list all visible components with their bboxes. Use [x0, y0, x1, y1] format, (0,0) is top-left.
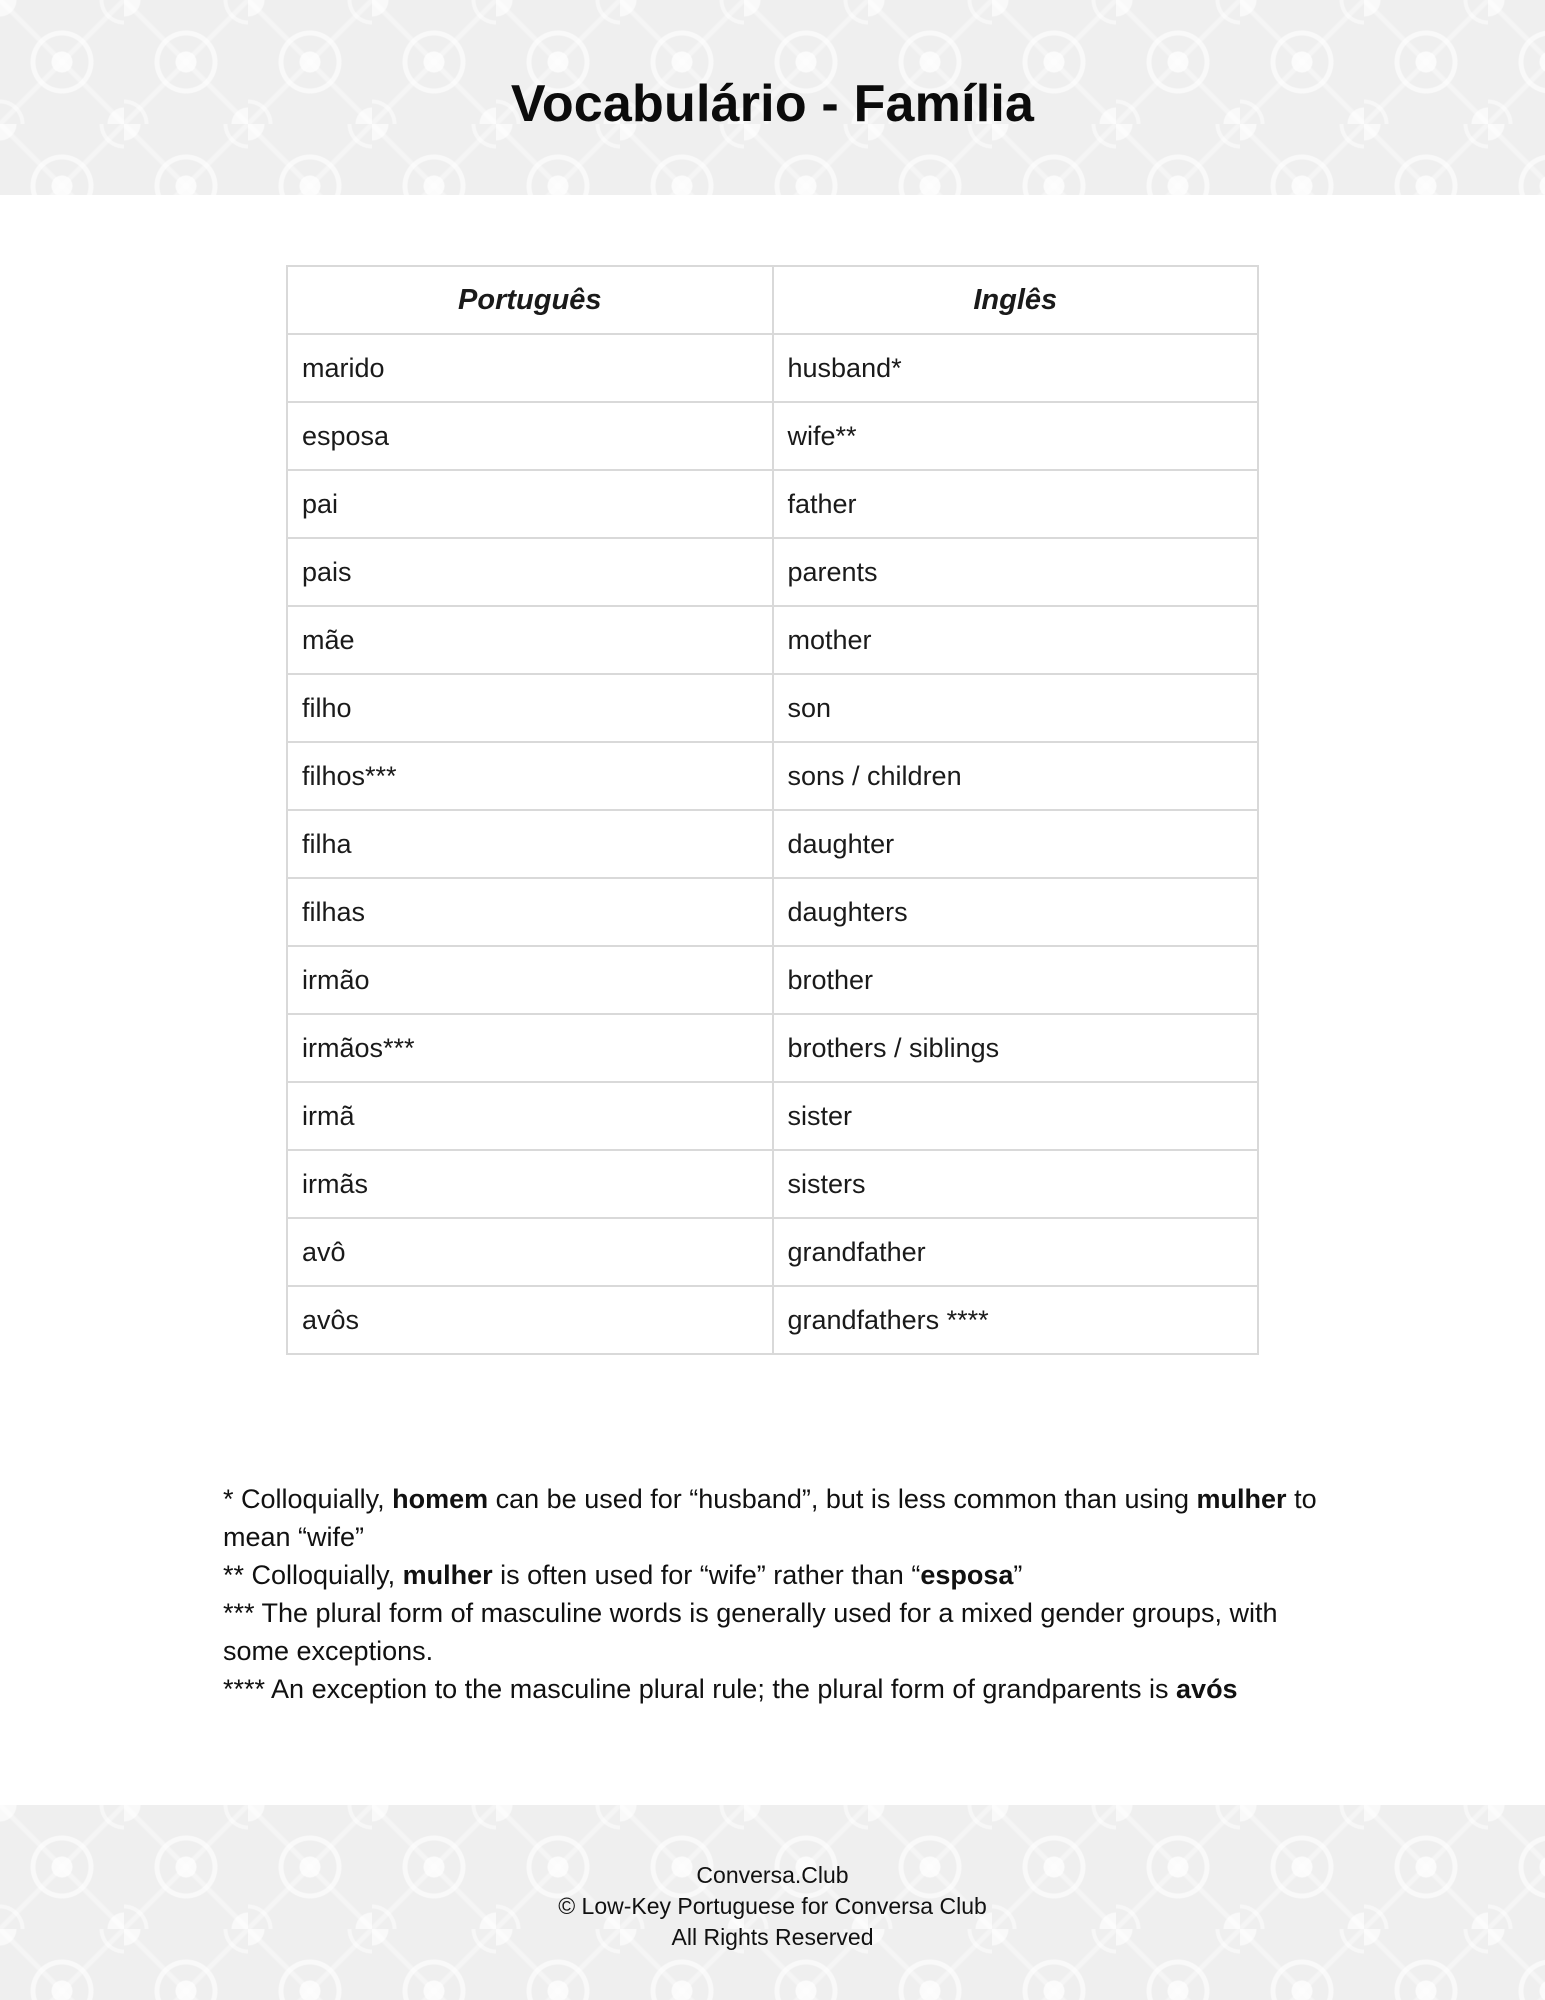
table-row [287, 470, 1258, 538]
english-word: daughters [773, 878, 1259, 946]
english-word: sisters [773, 1150, 1259, 1218]
portuguese-word: pai [287, 470, 773, 538]
english-word: wife** [773, 402, 1259, 470]
portuguese-word: avôs [287, 1286, 773, 1354]
english-word: grandfather [773, 1218, 1259, 1286]
portuguese-word: avô [287, 1218, 773, 1286]
footnote-text: **** An exception to the masculine plural rule; the plural form of grandparents is [223, 1674, 1177, 1704]
portuguese-word: irmãos*** [287, 1014, 773, 1082]
footnote-bold-term: mulher [1196, 1484, 1287, 1514]
english-word: brothers / siblings [773, 1014, 1259, 1082]
footnote-bold-term: avós [1176, 1674, 1238, 1704]
footnote-4 [223, 1670, 1323, 1708]
english-word: grandfathers **** [773, 1286, 1259, 1354]
footnote-text: is often used for “wife” rather than “ [492, 1560, 921, 1590]
table-header-row [287, 266, 1258, 334]
english-word: son [773, 674, 1259, 742]
footnote-3: *** The plural form of masculine words is generally used for a mixed gender groups, with some exceptions. [223, 1598, 1278, 1666]
column-header-english: Inglês [773, 266, 1259, 334]
table-row [287, 538, 1258, 606]
portuguese-word: irmãs [287, 1150, 773, 1218]
table-row [287, 946, 1258, 1014]
column-header-portuguese: Português [287, 266, 773, 334]
portuguese-word: esposa [287, 402, 773, 470]
portuguese-word: filho [287, 674, 773, 742]
english-word: sons / children [773, 742, 1259, 810]
portuguese-word: filhos*** [287, 742, 773, 810]
portuguese-word: irmã [287, 1082, 773, 1150]
footnotes [223, 1480, 1323, 1708]
english-word: brother [773, 946, 1259, 1014]
table-row [287, 402, 1258, 470]
table-row [287, 742, 1258, 810]
table-row [287, 810, 1258, 878]
footnote-text: to mean “wife” [223, 1484, 1317, 1552]
table-row [287, 606, 1258, 674]
footnote-1 [223, 1480, 1323, 1556]
footer-site-name: Conversa.Club [696, 1862, 849, 1888]
footer-copyright: © Low-Key Portuguese for Conversa Club [558, 1893, 987, 1919]
table-row [287, 1286, 1258, 1354]
portuguese-word: irmão [287, 946, 773, 1014]
footnote-text: * Colloquially, [223, 1484, 393, 1514]
english-word: husband* [773, 334, 1259, 402]
portuguese-word: marido [287, 334, 773, 402]
table-row [287, 1014, 1258, 1082]
table-row [287, 674, 1258, 742]
page-title: Vocabulário - Família [510, 75, 1035, 133]
table-row [287, 334, 1258, 402]
footnote-bold-term: mulher [402, 1560, 493, 1590]
portuguese-word: filhas [287, 878, 773, 946]
footnote-text: ** Colloquially, [223, 1560, 403, 1590]
portuguese-word: pais [287, 538, 773, 606]
table-row [287, 1150, 1258, 1218]
footnote-2 [223, 1556, 1323, 1594]
english-word: parents [773, 538, 1259, 606]
english-word: father [773, 470, 1259, 538]
table-row [287, 878, 1258, 946]
footnote-text: can be used for “husband”, but is less common than using [488, 1484, 1197, 1514]
page-footer [0, 1860, 1545, 1953]
english-word: mother [773, 606, 1259, 674]
footer-rights: All Rights Reserved [671, 1924, 874, 1950]
footnote-bold-term: homem [392, 1484, 489, 1514]
footnote-text: ” [1013, 1560, 1023, 1590]
table-row [287, 1218, 1258, 1286]
portuguese-word: mãe [287, 606, 773, 674]
footnote-bold-term: esposa [920, 1560, 1014, 1590]
english-word: sister [773, 1082, 1259, 1150]
portuguese-word: filha [287, 810, 773, 878]
english-word: daughter [773, 810, 1259, 878]
table-row [287, 1082, 1258, 1150]
vocabulary-table [286, 265, 1259, 1355]
